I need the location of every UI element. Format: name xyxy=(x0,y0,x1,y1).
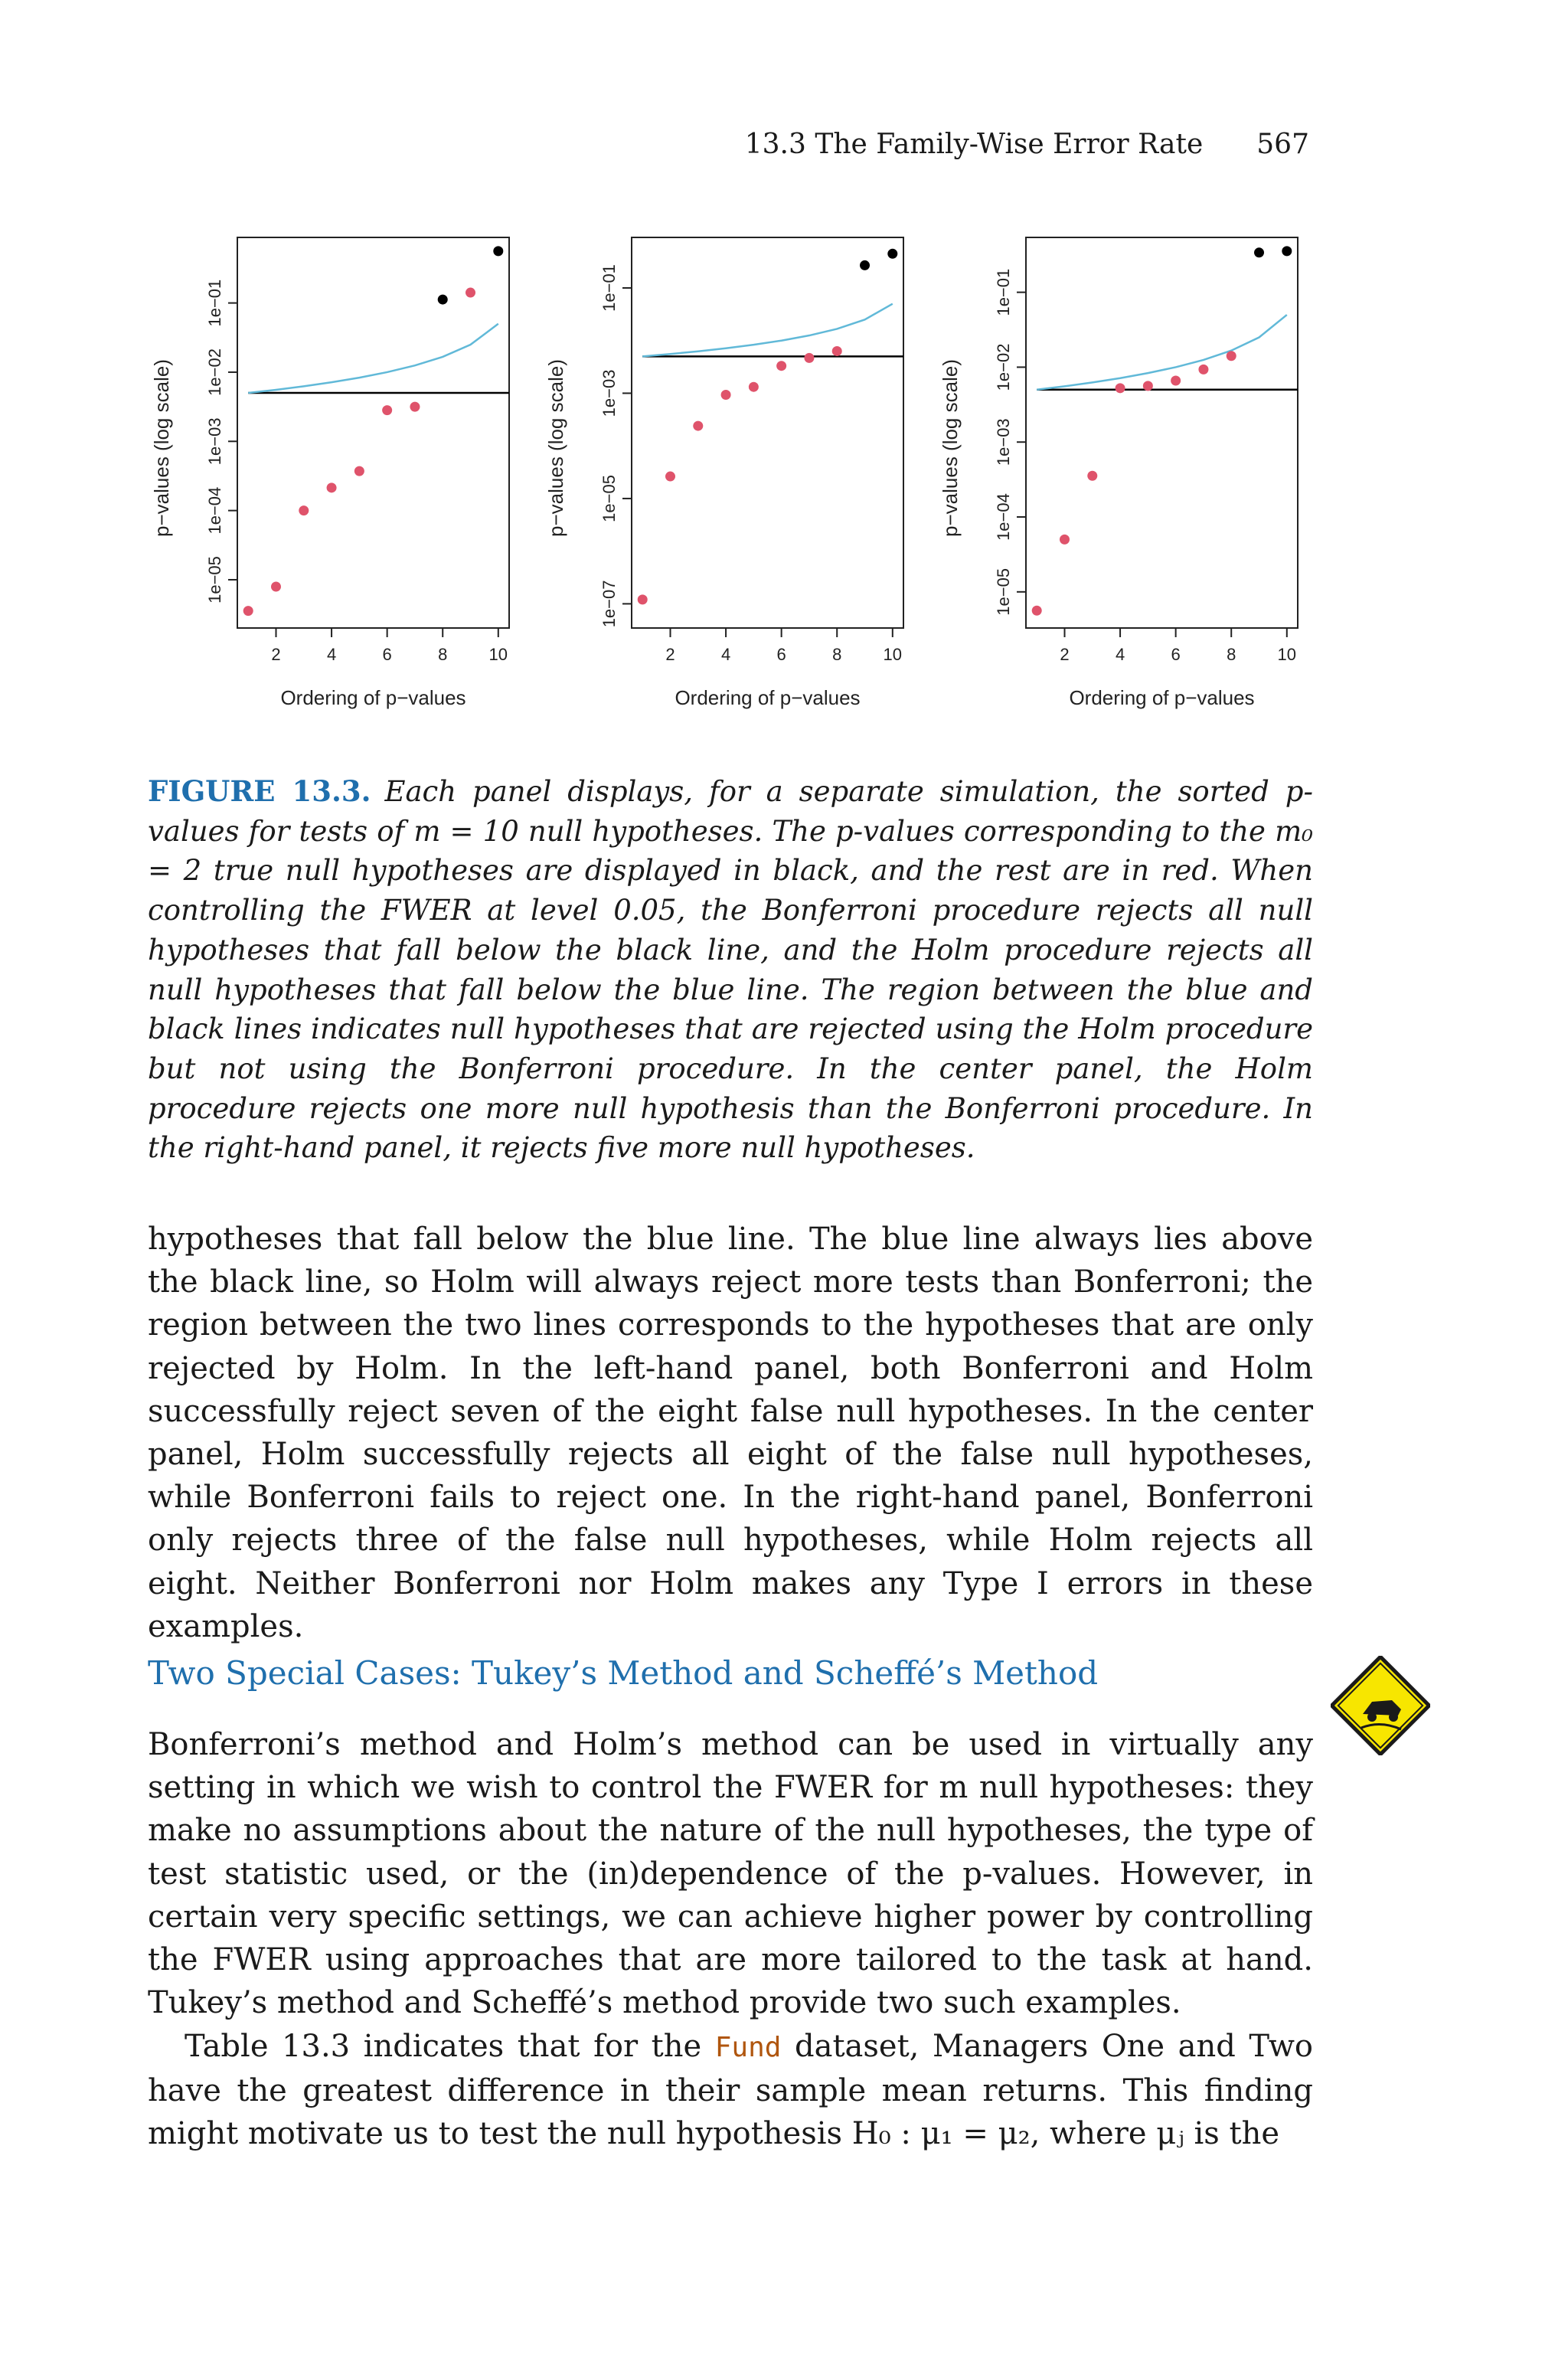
x-tick-label: 6 xyxy=(1171,645,1181,664)
section-heading: Two Special Cases: Tukey’s Method and Scheffé’s Method xyxy=(148,1654,1099,1692)
plot-frame xyxy=(1026,237,1298,628)
false-null-point xyxy=(466,288,475,298)
x-tick-label: 8 xyxy=(438,645,448,664)
figure-label: FIGURE 13.3. xyxy=(148,774,371,808)
y-tick-label: 1e−03 xyxy=(994,418,1013,466)
y-tick-label: 1e−03 xyxy=(599,369,619,417)
y-tick-label: 1e−05 xyxy=(994,568,1013,616)
section-title: 13.3 The Family-Wise Error Rate xyxy=(744,129,1204,160)
y-axis-label: p−values (log scale) xyxy=(544,359,567,537)
false-null-point xyxy=(638,594,648,604)
false-null-point xyxy=(776,361,786,371)
false-null-point xyxy=(1143,381,1153,391)
false-null-point xyxy=(693,421,703,431)
false-null-point xyxy=(721,390,731,400)
true-null-point xyxy=(860,260,870,270)
right-panel-plot xyxy=(934,222,1332,728)
page-number: 567 xyxy=(1256,129,1309,160)
y-axis-label: p−values (log scale) xyxy=(150,359,173,537)
true-null-point xyxy=(887,249,897,259)
x-tick-label: 2 xyxy=(1060,645,1070,664)
x-tick-label: 2 xyxy=(271,645,281,664)
y-tick-label: 1e−04 xyxy=(994,493,1013,541)
false-null-point xyxy=(327,482,337,492)
x-tick-label: 10 xyxy=(488,645,508,664)
caution-sign-icon xyxy=(1331,1656,1430,1755)
paragraph-fund-before: Table 13.3 indicates that for the xyxy=(185,2029,702,2064)
figure-caption xyxy=(148,772,1313,1168)
false-null-point xyxy=(243,606,253,616)
center-panel-plot xyxy=(540,222,938,728)
x-tick-label: 8 xyxy=(1227,645,1236,664)
x-tick-label: 10 xyxy=(1277,645,1297,664)
false-null-point xyxy=(1060,535,1070,545)
x-tick-label: 4 xyxy=(720,645,731,664)
y-axis-label: p−values (log scale) xyxy=(939,359,962,537)
false-null-point xyxy=(832,346,842,356)
false-null-point xyxy=(665,472,675,482)
y-tick-label: 1e−04 xyxy=(205,486,224,535)
figure-13-3 xyxy=(145,222,1340,728)
x-tick-label: 8 xyxy=(832,645,842,664)
y-tick-label: 1e−01 xyxy=(994,268,1013,316)
holm-line xyxy=(642,304,893,357)
paragraph-fund-after: dataset, Managers One and Two have the greatest difference in their sample mean returns. This finding might motivate us to test the null hypothesis H₀ : μ₁ = μ₂, where μⱼ is the xyxy=(148,2029,1314,2152)
holm-line xyxy=(1037,315,1287,390)
y-tick-label: 1e−01 xyxy=(599,264,619,312)
y-tick-label: 1e−05 xyxy=(599,475,619,522)
y-tick-label: 1e−03 xyxy=(205,417,224,466)
false-null-point xyxy=(749,382,759,392)
x-axis-label: Ordering of p−values xyxy=(675,686,861,709)
false-null-point xyxy=(1171,376,1181,386)
y-tick-label: 1e−01 xyxy=(205,279,224,327)
running-header xyxy=(697,129,1309,160)
x-tick-label: 4 xyxy=(1115,645,1125,664)
holm-line xyxy=(248,324,498,393)
paragraph-fund-example xyxy=(148,2025,1313,2156)
y-tick-label: 1e−02 xyxy=(994,343,1013,391)
true-null-point xyxy=(438,295,448,305)
true-null-point xyxy=(1254,247,1264,257)
left-panel-plot xyxy=(145,222,544,728)
x-tick-label: 4 xyxy=(326,645,337,664)
false-null-point xyxy=(1032,606,1042,616)
false-null-point xyxy=(804,353,814,363)
caption-text: Each panel displays, for a separate simulation, the sorted p-values for tests of m = 10 null hypotheses. The p-values corresponding to the m₀ = 2 true null hypotheses are displayed in black, and the rest are in red. When controlling the FWER at level 0.05, the Bonferroni procedure rejects all null hypotheses that fall below the black line, and the Holm procedure rejects all null hypotheses that fall below the blue line. The region between the blue and black lines indicates null hypotheses that are rejected using the Holm procedure but not using the Bonferroni procedure. In the center panel, the Holm procedure rejects one more null hypothesis than the Bonferroni procedure. In the right-hand panel, it rejects five more null hypotheses. xyxy=(148,775,1313,1165)
false-null-point xyxy=(382,405,392,415)
x-axis-label: Ordering of p−values xyxy=(280,686,466,709)
false-null-point xyxy=(1116,383,1125,393)
false-null-point xyxy=(410,402,420,412)
x-tick-label: 6 xyxy=(382,645,392,664)
paragraph-special-cases: Bonferroni’s method and Holm’s method can be used in virtually any setting in which we wish to control the FWER for m null hypotheses: they make no assumptions about the nature of the null hypotheses, the type of test statistic used, or the (in)dependence of the p-values. However, in certain very specific settings, we can achieve higher power by controlling the FWER using approaches that are more tailored to the task at hand. Tukey’s method and Scheffé’s method provide two such examples. xyxy=(148,1727,1313,2021)
false-null-point xyxy=(1198,365,1208,375)
false-null-point xyxy=(299,505,309,515)
true-null-point xyxy=(493,246,503,256)
false-null-point xyxy=(1227,351,1236,361)
x-axis-label: Ordering of p−values xyxy=(1069,686,1255,709)
plot-frame xyxy=(632,237,903,628)
x-tick-label: 10 xyxy=(883,645,903,664)
paragraph-holm-comparison: hypotheses that fall below the blue line. The blue line always lies above the black line, so Holm will always reject more tests than Bonferroni; the region between the two lines corresponds to the hypotheses that are only rejected by Holm. In the left-hand panel, both Bonferroni and Holm successfully reject seven of the eight false null hypotheses. In the center panel, Holm successfully rejects all eight of the false null hypotheses, while Bonferroni fails to reject one. In the right-hand panel, Bonferroni only rejects three of the false null hypotheses, while Holm rejects all eight. Neither Bonferroni nor Holm makes any Type I errors in these examples. xyxy=(148,1222,1313,1644)
fund-dataset-code: Fund xyxy=(714,2032,782,2063)
x-tick-label: 6 xyxy=(776,645,786,664)
x-tick-label: 2 xyxy=(665,645,675,664)
false-null-point xyxy=(1087,471,1097,481)
true-null-point xyxy=(1282,246,1292,256)
false-null-point xyxy=(354,466,364,476)
y-tick-label: 1e−02 xyxy=(205,348,224,396)
false-null-point xyxy=(271,582,281,592)
y-tick-label: 1e−07 xyxy=(599,580,619,628)
y-tick-label: 1e−05 xyxy=(205,556,224,603)
